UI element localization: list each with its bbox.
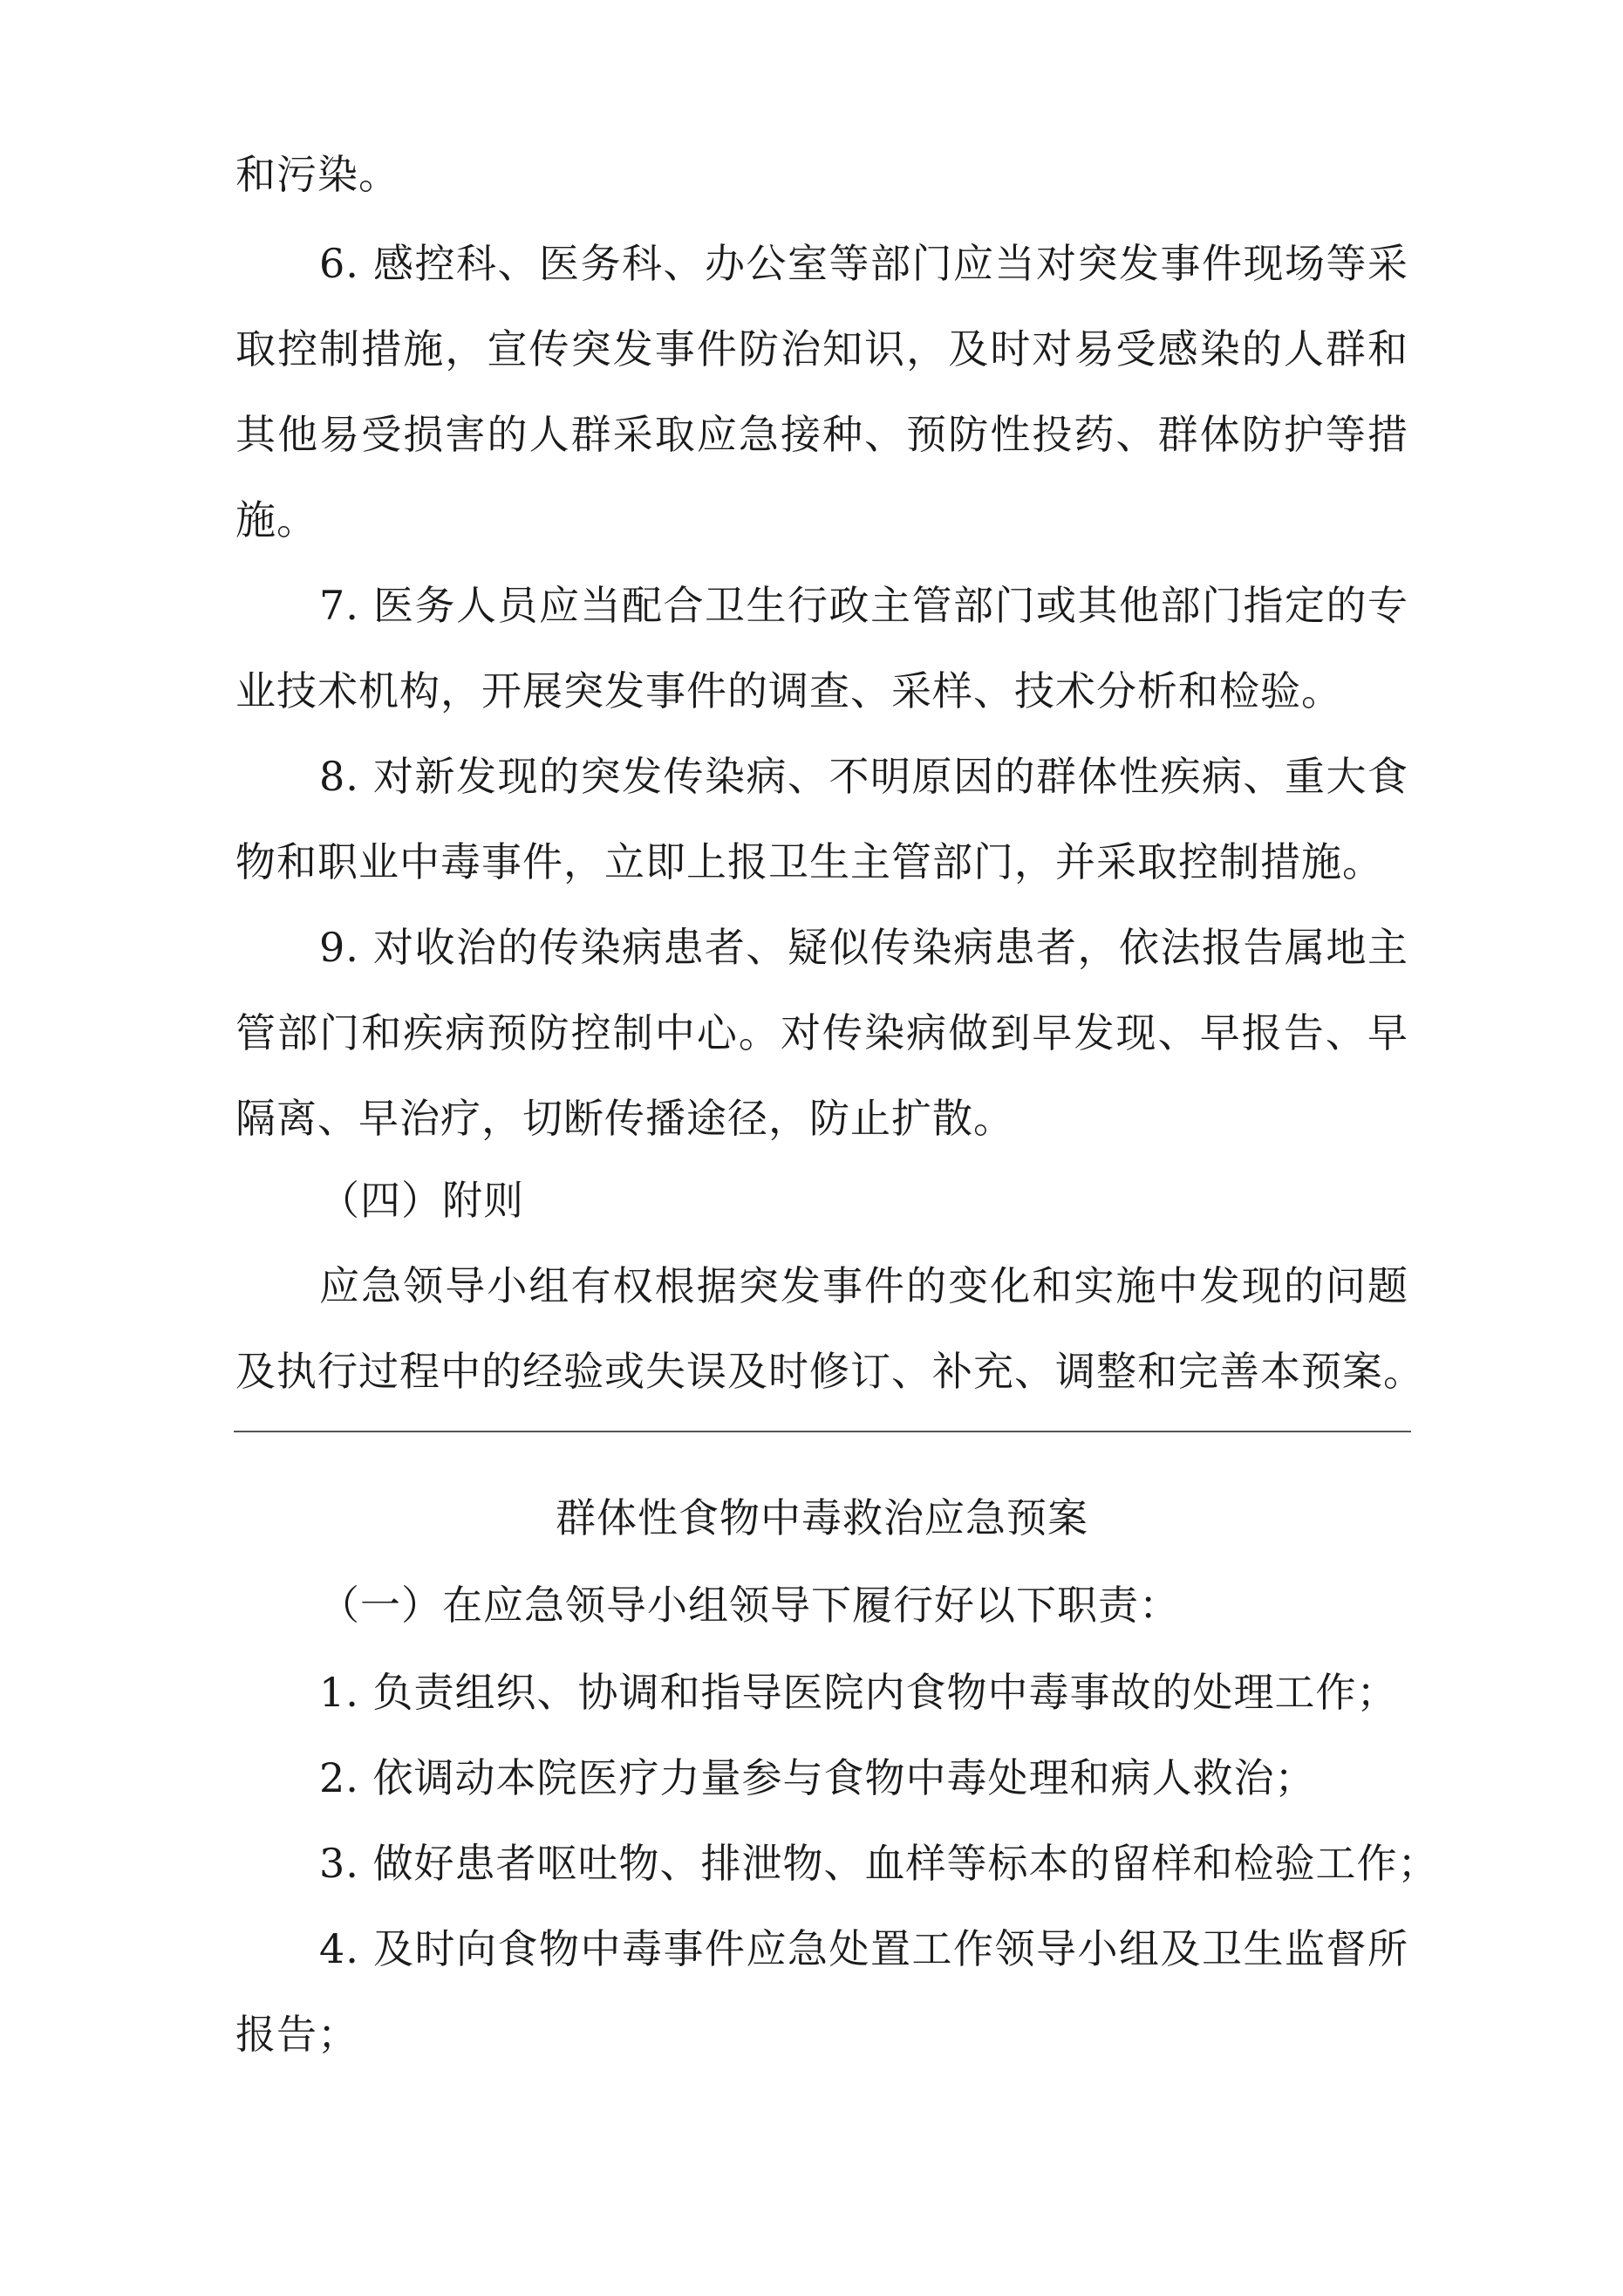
document-title: 群体性食物中毒救治应急预案 (556, 1494, 1088, 1541)
paragraph-line: 8. 对新发现的突发传染病、不明原因的群体性疾病、重大食 (319, 753, 1408, 800)
paragraph-line: 施。 (235, 496, 317, 543)
list-item-continuation: 报告； (235, 2011, 358, 2058)
paragraph-line: 其他易受损害的人群采取应急接种、预防性投药、群体防护等措 (235, 411, 1408, 458)
paragraph-line: 9. 对收治的传染病患者、疑似传染病患者，依法报告属地主 (319, 924, 1408, 971)
paragraph-line: 应急领导小组有权根据突发事件的变化和实施中发现的问题 (319, 1262, 1408, 1309)
list-item: 1. 负责组织、协调和指导医院内食物中毒事故的处理工作； (319, 1669, 1398, 1716)
section-heading: （四）附则 (319, 1177, 524, 1224)
paragraph-line: 业技术机构，开展突发事件的调查、采样、技术分析和检验。 (235, 667, 1342, 714)
list-item: 4. 及时向食物中毒事件应急处置工作领导小组及卫生监督所 (319, 1925, 1408, 1972)
paragraph-line: 及执行过程中的经验或失误及时修订、补充、调整和完善本预案。 (235, 1348, 1424, 1395)
paragraph-line: 物和职业中毒事件，立即上报卫生主管部门，并采取控制措施。 (235, 838, 1383, 885)
section-heading: （一）在应急领导小组领导下履行好以下职责： (319, 1582, 1180, 1629)
paragraph-line: 7. 医务人员应当配合卫生行政主管部门或其他部门指定的专 (319, 582, 1408, 629)
list-item: 2. 依调动本院医疗力量参与食物中毒处理和病人救治； (319, 1754, 1316, 1801)
section-divider (234, 1431, 1411, 1432)
paragraph-line: 6. 感控科、医务科、办公室等部门应当对突发事件现场等采 (319, 240, 1408, 287)
paragraph-line: 隔离、早治疗，切断传播途径，防止扩散。 (235, 1095, 1014, 1142)
paragraph-line: 和污染。 (235, 151, 399, 198)
list-item: 3. 做好患者呕吐物、排泄物、血样等标本的留样和检验工作； (319, 1840, 1439, 1887)
paragraph-line: 取控制措施，宣传突发事件防治知识，及时对易受感染的人群和 (235, 325, 1408, 372)
paragraph-line: 管部门和疾病预防控制中心。对传染病做到早发现、早报告、早 (235, 1009, 1408, 1056)
